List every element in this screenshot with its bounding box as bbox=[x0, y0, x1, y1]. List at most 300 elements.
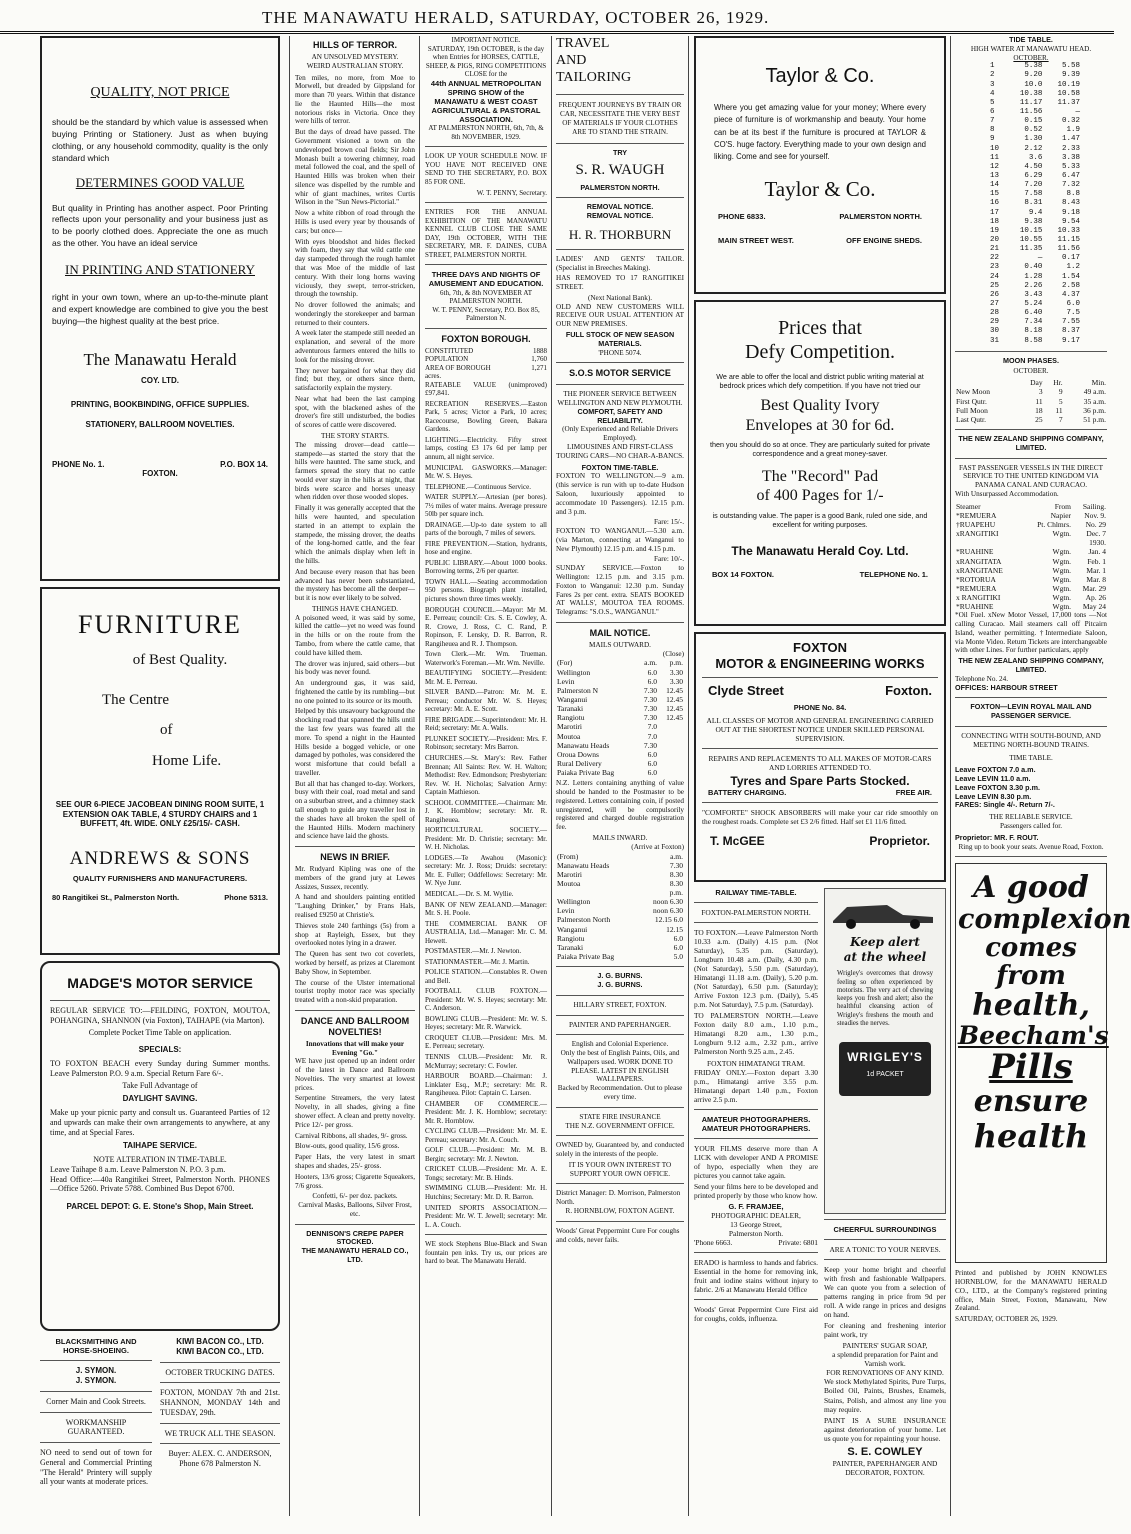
service: FREE AIR. bbox=[895, 788, 932, 798]
ad-text: Paper Hats, the very latest in smart shapes and shades, 25/- gross. bbox=[295, 1153, 415, 1170]
ship-row bbox=[955, 566, 1107, 575]
ship-row bbox=[955, 529, 1107, 538]
table-cell: 3 bbox=[1038, 387, 1043, 397]
ship-header-row bbox=[955, 502, 1107, 511]
ship-row bbox=[955, 520, 1107, 529]
divider bbox=[694, 922, 818, 923]
tide-row bbox=[989, 126, 1081, 135]
article-paragraph: Now a white ribbon of road through the Hills is used every year by thousands of cars; but once— bbox=[295, 209, 415, 235]
table-cell: 11.17 bbox=[1019, 98, 1043, 107]
divider bbox=[556, 1015, 684, 1016]
divider bbox=[160, 1382, 280, 1383]
phone: PHONE 6833. bbox=[718, 212, 766, 222]
mail-row bbox=[556, 668, 684, 677]
phone: Private: 6801 bbox=[778, 1238, 818, 1248]
mail-row bbox=[556, 861, 684, 870]
divider bbox=[160, 1362, 280, 1363]
proprietor-label: Proprietor. bbox=[869, 834, 930, 849]
borough-line: RATEABLE VALUE (unimproved) £97,841. bbox=[425, 380, 547, 398]
tide-row bbox=[989, 236, 1081, 245]
kiwi-phone: Phone 678 Palmerston N. bbox=[179, 1459, 261, 1468]
table-cell: 10 bbox=[990, 144, 1000, 153]
masthead-title: THE MANAWATU HERALD, SATURDAY, OCTOBER 26, 1929. bbox=[262, 8, 770, 27]
divider bbox=[556, 249, 684, 250]
mail-row bbox=[556, 897, 684, 906]
table-cell: 9.17 bbox=[1061, 336, 1080, 345]
phone: 'Phone 6663. bbox=[694, 1238, 733, 1248]
secretary: W. T. PENNY, Secretary, P.O. Box 85, Palmerston N. bbox=[432, 305, 540, 323]
tide-row bbox=[989, 117, 1081, 126]
table-cell: 8.43 bbox=[1061, 199, 1080, 208]
ad-heading: QUALITY, NOT PRICE bbox=[90, 85, 230, 100]
table-cell: Ap. 26 bbox=[1085, 593, 1106, 603]
ad-body: But quality in Printing has another aspect. Poor Printing reflects upon your personality and your business just as to be poorly clothed does. Appreciate the one as much as the other. You have an ideal service bbox=[52, 202, 268, 249]
ad-heading: DANCE AND BALLROOM NOVELTIES! bbox=[300, 1015, 410, 1037]
prices-footer: The Manawatu Herald Coy. Ltd. bbox=[731, 543, 909, 558]
cheer-text: PAINT IS A SURE INSURANCE against deterioration of your home. Let us quote you for repainting your house. bbox=[824, 1415, 946, 1443]
table-cell: New Moon bbox=[956, 387, 990, 397]
beecham-line: complexion bbox=[958, 903, 1131, 935]
mail-row bbox=[556, 888, 684, 897]
column-rule bbox=[688, 36, 689, 1516]
levin-time-row: Leave FOXTON 3.30 p.m. bbox=[955, 782, 1040, 792]
borough-line: CHURCHES.—St. Mary's: Rev. Father Brennan; All Saints: Rev. W. H. Walton; Methodist: Rev. Edmondson; Presbyterian: Rev. W. H. Nicholas; Salvation Army: Captain Mathieson. bbox=[425, 754, 547, 797]
borough-line: LODGES.—Te Awahou (Masonic): secretary: Mr. J. Ross; Druids: secretary: Mr. E. Fuller; Oddfellows: Secretary: Mr. W. Nye Junr. bbox=[425, 853, 547, 888]
kiwi-buyer: Buyer: ALEX. C. ANDERSON, bbox=[168, 1449, 272, 1459]
cheer-text: For cleaning and freshening interior paint work, try bbox=[824, 1321, 946, 1340]
tide-row bbox=[989, 245, 1081, 254]
table-cell: 25 bbox=[990, 281, 1000, 290]
taylor-text: Where you get amazing value for your money; Where every piece of furniture is of workmanship and beauty. Your home can be at its best if the furniture is procured at TAYLOR & CO'S. huge factory. Everything made to your own design and liking. Come and see for yourself. bbox=[714, 103, 926, 161]
tide-row bbox=[989, 190, 1081, 199]
table-cell bbox=[658, 741, 684, 750]
divider bbox=[425, 1234, 547, 1235]
borough-line: HARBOUR BOARD.—Chairman: J. Linklater Esq., M.P.; secretary: Mr. R. Rangiheuea. Pilot: Captain C. Larsen. bbox=[425, 1072, 547, 1098]
mail-row bbox=[556, 686, 684, 695]
divider bbox=[556, 1135, 684, 1136]
madge-heading: MADGE'S MOTOR SERVICE bbox=[67, 975, 253, 991]
table-cell: 7.30 bbox=[669, 860, 683, 870]
tide-month: OCTOBER. bbox=[1013, 53, 1049, 62]
ship-row bbox=[955, 584, 1107, 593]
table-cell: 6.0 bbox=[1066, 300, 1080, 308]
table-cell: 8.30 bbox=[669, 878, 683, 888]
table-cell: Wgtn. bbox=[1052, 593, 1072, 603]
shipping-company: THE NEW ZEALAND SHIPPING COMPANY, LIMITED. bbox=[958, 656, 1104, 675]
cheer-subheading: ARE A TONIC TO YOUR NERVES. bbox=[829, 1245, 941, 1255]
table-cell: 5.38 bbox=[1024, 62, 1043, 71]
mail-row bbox=[556, 759, 684, 768]
table-cell: 3 bbox=[990, 80, 995, 89]
table-cell: 30 bbox=[990, 327, 1000, 336]
divider bbox=[556, 1034, 684, 1035]
borough-line: TELEPHONE.—Continuous Service. bbox=[425, 482, 531, 491]
ship-row bbox=[955, 538, 1107, 547]
table-cell bbox=[1022, 538, 1072, 547]
moon-header-row bbox=[955, 378, 1107, 387]
table-cell: 25 bbox=[1035, 414, 1043, 424]
stat-label: POPULATION bbox=[425, 355, 469, 364]
divider bbox=[425, 146, 547, 147]
tide-row bbox=[989, 337, 1081, 346]
tide-row bbox=[989, 163, 1081, 172]
column-rule bbox=[551, 36, 552, 1516]
table-cell: Last Qutr. bbox=[956, 414, 986, 424]
cheer-text: PAINTERS' SUGAR SOAP, bbox=[842, 1341, 928, 1351]
timetable-text: SUNDAY SERVICE.—Foxton to Wellington: 12.15 p.m. and 3.15 p.m. Foxton to Wanganui: 12.30 p.m. Sunday Fares 2s per cent. extra. SEATS BOOKED AT WALLS', MOUTOA TEA ROOMS. Telegrams: "S.O.S., WANGANUI." bbox=[556, 564, 684, 617]
table-cell: No. 29 bbox=[1085, 519, 1106, 529]
table-cell: 7.30 bbox=[643, 704, 658, 714]
shipping-office: OFFICES: HARBOUR STREET bbox=[955, 682, 1058, 692]
amateur-heading: AMATEUR PHOTOGRAPHERS. bbox=[701, 1114, 811, 1124]
burns-name: J. G. BURNS. bbox=[597, 979, 643, 989]
table-cell: 9.38 bbox=[1024, 217, 1043, 226]
article-paragraph: But all that has changed to-day. Workers, busy with their coal, road metal and sand on a suburban street, and a chimney stack tall enough to guide any traveller lost in the shades have all broken the spell of the Haunted Hills. Modern machinery and science have laid the ghosts. bbox=[295, 779, 415, 841]
table-cell: 10.15 bbox=[1019, 226, 1043, 235]
divider bbox=[556, 622, 684, 623]
table-cell: 11 bbox=[1055, 405, 1063, 415]
quality-printing-ad bbox=[40, 36, 280, 581]
article-paragraph: They never bargained for what they did find; but they, or others since them, satisfactorily explain the mystery. bbox=[295, 366, 415, 393]
fire-text: OWNED by, Guaranteed by, and conducted solely in the interests of the people. bbox=[556, 1141, 684, 1159]
table-cell: 12.15 6.0 bbox=[654, 915, 683, 925]
table-cell: Taranaki bbox=[557, 704, 584, 714]
table-cell: 6.0 bbox=[647, 758, 658, 768]
tide-row bbox=[989, 154, 1081, 163]
borough-stat-row bbox=[425, 347, 547, 356]
table-cell: Min. bbox=[1091, 378, 1106, 388]
table-cell: 0.17 bbox=[1061, 254, 1080, 263]
table-cell: 12 bbox=[990, 162, 1000, 171]
table-cell: 9.39 bbox=[1061, 71, 1080, 80]
table-cell: *RUAHINE bbox=[956, 547, 994, 557]
table-cell: Wgtn. bbox=[1052, 602, 1072, 612]
table-cell: 5.24 bbox=[1024, 300, 1043, 308]
burns-text: English and Colonial Experience. bbox=[571, 1040, 669, 1049]
table-cell: 13 bbox=[990, 172, 1000, 181]
mail-row bbox=[556, 934, 684, 943]
table-cell: noon 6.30 bbox=[653, 897, 683, 907]
divider bbox=[556, 1221, 684, 1222]
proprietor-name: T. McGEE bbox=[710, 834, 765, 849]
sos-text: COMFORT, SAFETY AND RELIABILITY. bbox=[577, 406, 663, 425]
mail-row bbox=[556, 952, 684, 961]
tide-row bbox=[989, 145, 1081, 154]
table-cell: xRANGITIKI bbox=[956, 529, 999, 539]
stat-value: 1888 bbox=[533, 346, 547, 355]
furniture-offer: SEE OUR 6-PIECE JACOBEAN DINING ROOM SUITE, 1 EXTENSION OAK TABLE, 4 STURDY CHAIRS and 1 BUFFETT, 4ft. WIDE. ONLY £25/15/- CASH. bbox=[55, 799, 265, 829]
notice-heading: THREE DAYS AND NIGHTS OF AMUSEMENT AND EDUCATION. bbox=[428, 270, 544, 289]
article-paragraph: Near what had been the last camping spot, with the blackened ashes of the drover's fire still undisturbed, the bodies of scores of cattle were discovered. bbox=[295, 394, 415, 430]
car-illustration-icon bbox=[829, 893, 941, 929]
taylor-contact bbox=[704, 212, 936, 221]
table-cell: Wgtn. bbox=[1052, 565, 1072, 575]
table-cell: 5.0 bbox=[673, 952, 683, 962]
divider bbox=[556, 384, 684, 385]
thorburn-name: H. R. THORBURN bbox=[568, 226, 672, 242]
burns-role: PAINTER AND PAPERHANGER. bbox=[569, 1020, 671, 1029]
table-cell: First Qutr. bbox=[956, 396, 987, 406]
prices-text: then you should do so at once. They are particularly suited for private correspondence and a great money-saver. bbox=[709, 440, 930, 459]
column-rule bbox=[950, 36, 951, 1516]
column-6 bbox=[955, 35, 1131, 1324]
table-cell: 7.5 bbox=[1066, 309, 1080, 318]
table-cell: 10.19 bbox=[1057, 80, 1080, 89]
cowley-name: S. E. COWLEY bbox=[847, 1445, 923, 1458]
mail-row bbox=[556, 677, 684, 686]
beecham-line: ensure bbox=[973, 1084, 1089, 1120]
table-cell: †RUAPEHU bbox=[956, 519, 996, 529]
borough-line: PLUNKET SOCIETY.—President: Mrs. F. Robinson; secretary: Mrs Barron. bbox=[425, 734, 547, 752]
table-cell: Wanganui bbox=[557, 694, 588, 704]
table-cell: 12.45 bbox=[666, 704, 683, 714]
mail-note: N.Z. Letters containing anything of value should be handed to the Postmaster to be registered. Letters containing coin, if posted unregistered, will be compulsorily registered and charged double registration fee. bbox=[556, 779, 684, 832]
divider bbox=[40, 1442, 152, 1443]
table-cell: 2.58 bbox=[1061, 281, 1080, 290]
mail-outward-table bbox=[556, 658, 684, 777]
divider bbox=[556, 966, 684, 967]
table-cell: 7.58 bbox=[1024, 190, 1043, 199]
table-cell: Palmerston North bbox=[557, 915, 611, 925]
table-cell: (From) bbox=[557, 851, 579, 861]
divider bbox=[556, 143, 684, 144]
motor-heading: MOTOR & ENGINEERING WORKS bbox=[715, 655, 925, 671]
madge-motor-ad bbox=[40, 961, 280, 1331]
mail-row bbox=[556, 722, 684, 731]
mail-inward-table bbox=[556, 852, 684, 962]
furniture-sub: Home Life. bbox=[152, 752, 222, 769]
table-cell: Taranaki bbox=[557, 942, 584, 952]
table-cell: Pt. Chlmrs. bbox=[1037, 519, 1072, 529]
ad-footer: THE MANAWATU HERALD CO., LTD. bbox=[301, 1246, 409, 1264]
article-paragraph: An underground gas, it was said, frightened the cattle by its rumbling—but no one pointed to its source or its mouth. bbox=[295, 679, 415, 705]
woods-ad: Woods' Great Peppermint Cure First aid for coughs, colds, influenza. bbox=[694, 1305, 818, 1324]
printing-note: NO need to send out of town for General and Commercial Printing "The Herald" Printery will supply all your wants at moderate prices. bbox=[40, 1448, 152, 1487]
table-cell: a.m. bbox=[670, 851, 683, 861]
table-cell: 20 bbox=[990, 236, 1000, 245]
table-cell: 3.43 bbox=[1024, 290, 1043, 299]
ad-text: Carnival Masks, Balloons, Silver Frost, etc. bbox=[298, 1201, 412, 1218]
moon-row bbox=[955, 415, 1107, 424]
tide-heading: TIDE TABLE. bbox=[1009, 35, 1053, 44]
article-paragraph: A poisoned weed, it was said by some, killed the cattle—yet no weed was found in the hills or on the route from the Tambo, from where the cattle came, that could have killed them. bbox=[295, 613, 415, 657]
table-cell: Day bbox=[1030, 378, 1043, 388]
divider bbox=[955, 429, 1107, 430]
table-cell: 11.37 bbox=[1057, 98, 1080, 107]
borough-line: PUBLIC LIBRARY.—About 1000 books. Borrowing terms, 2/6 per quarter. bbox=[425, 558, 547, 576]
cheer-text: Keep your home bright and cheerful with fresh and fashionable Wallpapers. We can quote you from a selection of patterns ranging in price from 9d per roll. A wide range in prices and designs on hand. bbox=[824, 1265, 946, 1320]
levin-fares: FARES: Single 4/-. Return 7/-. bbox=[955, 800, 1055, 810]
amateur-heading: AMATEUR PHOTOGRAPHERS. bbox=[701, 1123, 811, 1133]
article-subheading: THE STORY STARTS. bbox=[321, 432, 389, 440]
table-cell: 7.30 bbox=[643, 713, 658, 723]
col5-lower-left bbox=[694, 888, 818, 1477]
ad-body: should be the standard by which value is assessed when buying Printing or Stationery. Just as when buying clothing, or any household commodity, quality is the only standard which bbox=[52, 117, 268, 163]
table-cell: 7.0 bbox=[647, 722, 658, 732]
table-cell: 9.4 bbox=[1028, 208, 1043, 217]
framjee-address: 13 George Street, bbox=[730, 1219, 782, 1229]
table-cell: 6.47 bbox=[1061, 172, 1080, 181]
table-cell: Wellington bbox=[557, 897, 591, 907]
motor-location bbox=[702, 683, 938, 699]
table-cell: 2.26 bbox=[1024, 281, 1043, 290]
phone: TELEPHONE No. 1. bbox=[859, 570, 928, 580]
table-cell: 7.20 bbox=[1024, 181, 1043, 190]
divider bbox=[556, 362, 684, 363]
divider bbox=[955, 726, 1107, 727]
imprint-date: SATURDAY, OCTOBER 26, 1929. bbox=[955, 1315, 1058, 1324]
po-box: P.O. BOX 14. bbox=[220, 459, 268, 469]
table-cell: 9.18 bbox=[1061, 208, 1080, 217]
street: MAIN STREET WEST. bbox=[718, 235, 794, 245]
table-cell: 7.30 bbox=[643, 685, 658, 695]
ad-text: Hooters, 13/6 gross; Cigarette Squeakers, 7/6 gross. bbox=[295, 1172, 415, 1190]
prices-heading: Best Quality Ivory bbox=[760, 397, 880, 415]
table-cell: 11.35 bbox=[1019, 245, 1043, 254]
table-cell: Manawatu Heads bbox=[557, 860, 610, 870]
mail-row bbox=[556, 768, 684, 777]
borough-line: SWIMMING CLUB.—President: Mr. H. Hutchins; Secretary: Mr. D. R. Barron. bbox=[425, 1184, 547, 1201]
beecham-line: health, bbox=[972, 988, 1090, 1024]
table-cell: 8.30 bbox=[669, 869, 683, 879]
table-cell: 6.40 bbox=[1024, 309, 1043, 318]
kiwi-text: WE TRUCK ALL THE SEASON. bbox=[164, 1428, 276, 1438]
railway-text: TO FOXTON.—Leave Palmerston North 10.33 a.m. (Daily) 4.15 p.m. (Not Saturday), 5.35 p.m. (Saturday), Longburn 10.48 a.m. (Daily, 4.30 p.m. (Not Saturday), 5.50 p.m. (Saturday), Himatangi 11.18 a.m. (Daily), 5.20 p.m. (Not Saturday), 6.50 p.m. (Saturday); Arrive Foxton 12.3 p.m. (Daily), 5.45 p.m. Not Saturday), 7.5 p.m. (Saturday). bbox=[694, 928, 818, 1010]
shipping-phone: Telephone No. 24. bbox=[955, 674, 1008, 683]
table-cell bbox=[658, 750, 684, 759]
firm-name: ANDREWS & SONS bbox=[69, 848, 251, 870]
motor-text: REPAIRS AND REPLACEMENTS TO ALL MAKES OF MOTOR-CARS AND LORRIES ATTENDED TO. bbox=[708, 753, 932, 772]
wrigley-heading: at the wheel bbox=[843, 949, 927, 964]
framjee-phones bbox=[694, 1238, 818, 1247]
symon-name: J. SYMON. bbox=[75, 1376, 117, 1386]
divider bbox=[556, 94, 684, 95]
table-cell: 8.37 bbox=[1061, 327, 1080, 336]
ship-row bbox=[955, 547, 1107, 556]
table-cell: 23 bbox=[990, 263, 1000, 272]
removal-heading: REMOVAL NOTICE. bbox=[586, 211, 654, 221]
table-cell: 10.33 bbox=[1057, 226, 1080, 235]
table-cell: 10.58 bbox=[1057, 89, 1080, 98]
moon-row bbox=[955, 406, 1107, 415]
symon-address: Corner Main and Cook Streets. bbox=[46, 1396, 146, 1406]
borough-stat-row bbox=[425, 355, 547, 364]
shipping-text: FAST PASSENGER VESSELS IN THE DIRECT SERVICE TO THE UNITED KINGDOM VIA PANAMA CANAL AND CURACAO. bbox=[959, 463, 1103, 490]
mail-subheading: MAILS OUTWARD. bbox=[589, 640, 651, 649]
table-cell: 17 bbox=[990, 208, 1000, 217]
ad-heading: DETERMINES GOOD VALUE bbox=[75, 174, 245, 190]
table-cell: 14 bbox=[990, 181, 1000, 190]
divider bbox=[955, 856, 1107, 857]
cowley-role: PAINTER, PAPERHANGER AND DECORATOR, FOXTON. bbox=[832, 1459, 938, 1478]
beecham-ad bbox=[955, 863, 1131, 1263]
table-cell: 6 bbox=[990, 108, 995, 117]
table-cell: x RANGITIKI bbox=[956, 593, 1001, 603]
kiwi-text: FOXTON, MONDAY 7th and 21st. SHANNON, MONDAY 14th and TUESDAY, 29th. bbox=[160, 1388, 280, 1417]
table-cell: 6.0 bbox=[647, 676, 658, 686]
table-cell: 3.30 bbox=[669, 667, 683, 677]
article-paragraph: The drover was injured, said others—but his body was never found. bbox=[295, 659, 415, 677]
phone: PHONE No. 84. bbox=[793, 702, 847, 712]
tide-table bbox=[989, 62, 1081, 345]
table-cell: xRANGITATA bbox=[956, 556, 1002, 566]
herald-coy: COY. LTD. bbox=[140, 376, 180, 386]
tide-row bbox=[989, 199, 1081, 208]
table-cell: Jan. 4 bbox=[1088, 547, 1106, 557]
beecham-line: Beecham's bbox=[958, 1021, 1109, 1051]
article-heading: HILLS OF TERROR. bbox=[313, 40, 397, 50]
herald-services: STATIONERY, BALLROOM NOVELTIES. bbox=[85, 419, 235, 429]
table-cell bbox=[658, 732, 684, 741]
mail-row bbox=[556, 704, 684, 713]
tide-row bbox=[989, 62, 1081, 71]
tram-text: FRIDAY ONLY.—Foxton depart 3.30 p.m., Himatangi arrive 3.55 p.m. Himatangi depart 1.40 p.m., Foxton arrive 2.5 p.m. bbox=[694, 1067, 818, 1104]
furniture-sub: of Best Quality. bbox=[132, 651, 228, 668]
divider bbox=[694, 1138, 818, 1139]
table-cell: 7.34 bbox=[1024, 318, 1043, 327]
try-label: TRY bbox=[612, 147, 628, 157]
railway-subheading: FOXTON-PALMERSTON NORTH. bbox=[701, 908, 811, 918]
tide-row bbox=[989, 300, 1081, 309]
tide-row bbox=[989, 71, 1081, 80]
divider bbox=[556, 995, 684, 996]
erado-ad: ERADO is harmless to hands and fabrics. Essential in the home for removing ink, fruit and iodine stains without injury to fabric. 2/6 at Manawatu Herald Office bbox=[694, 1258, 818, 1295]
taylor-ad bbox=[694, 36, 946, 294]
column-rule bbox=[289, 36, 290, 1516]
mail-row bbox=[556, 925, 684, 934]
madge-specials: SPECIALS: bbox=[138, 1045, 182, 1055]
tide-row bbox=[989, 263, 1081, 272]
tide-row bbox=[989, 172, 1081, 181]
table-cell: 10.0 bbox=[1024, 80, 1043, 89]
table-cell bbox=[556, 888, 639, 897]
table-cell: 1.9 bbox=[1066, 126, 1080, 135]
borough-line: FOOTBALL CLUB FOXTON.—President: Mr. W. S. Heyes; secretary: Mr. C. Anderson. bbox=[425, 987, 547, 1013]
table-cell: 18 bbox=[990, 217, 1000, 226]
cheer-text: a splendid preparation for Paint and Varnish work. bbox=[832, 1350, 938, 1369]
table-cell: Wgtn. bbox=[1052, 529, 1072, 539]
po-box: BOX 14 FOXTON. bbox=[712, 570, 774, 580]
ship-row bbox=[955, 557, 1107, 566]
borough-line: TENNIS CLUB.—President: Mr. R. McMurray; secretary: C. Fowler. bbox=[425, 1053, 547, 1070]
tide-row bbox=[989, 81, 1081, 90]
divider bbox=[824, 1239, 946, 1240]
madge-text: REGULAR SERVICE TO:—FEILDING, FOXTON, MOUTOA, POHANGINA, SHANNON (via Foxton), TAIHAPE (via Marton). bbox=[50, 1006, 270, 1025]
table-cell: Rangiotu bbox=[557, 933, 585, 943]
beecham-line: A good bbox=[973, 870, 1089, 906]
divider bbox=[425, 202, 547, 203]
table-cell: 1.30 bbox=[1024, 135, 1043, 144]
tide-row bbox=[989, 181, 1081, 190]
table-cell: Rangiotu bbox=[557, 713, 585, 723]
table-cell: 4.37 bbox=[1061, 290, 1080, 299]
location: OFF ENGINE SHEDS. bbox=[846, 235, 922, 245]
table-cell: — bbox=[1075, 108, 1080, 117]
col5-lower-right bbox=[824, 888, 946, 1477]
table-cell: 0.32 bbox=[1061, 117, 1080, 126]
moon-row bbox=[955, 397, 1107, 406]
table-cell: Wanganui bbox=[557, 924, 588, 934]
table-cell: 8.8 bbox=[1066, 190, 1080, 199]
beecham-line: comes from bbox=[985, 932, 1077, 991]
motor-text: ALL CLASSES OF MOTOR AND GENERAL ENGINEERING CARRIED OUT AT THE SHORTEST NOTICE UNDER SKILLED PERSONAL SUPERVISION. bbox=[706, 715, 934, 743]
ship-row bbox=[955, 511, 1107, 520]
table-cell: Mar. 8 bbox=[1086, 574, 1106, 584]
ad-text: WE have just opened up an indent order of the latest in Dance and Ballroom Novelties. The very smartest at lowest prices. bbox=[295, 1057, 415, 1092]
divider bbox=[694, 1109, 818, 1110]
borough-line: RECREATION RESERVES.—Easton Park, 5 acres; Victor a Park, 10 acres; Racecourse, Bowling Green, Bakara Gardens. bbox=[425, 399, 547, 434]
sos-text: (Only Experienced and Reliable Drivers Employed). bbox=[562, 425, 678, 443]
